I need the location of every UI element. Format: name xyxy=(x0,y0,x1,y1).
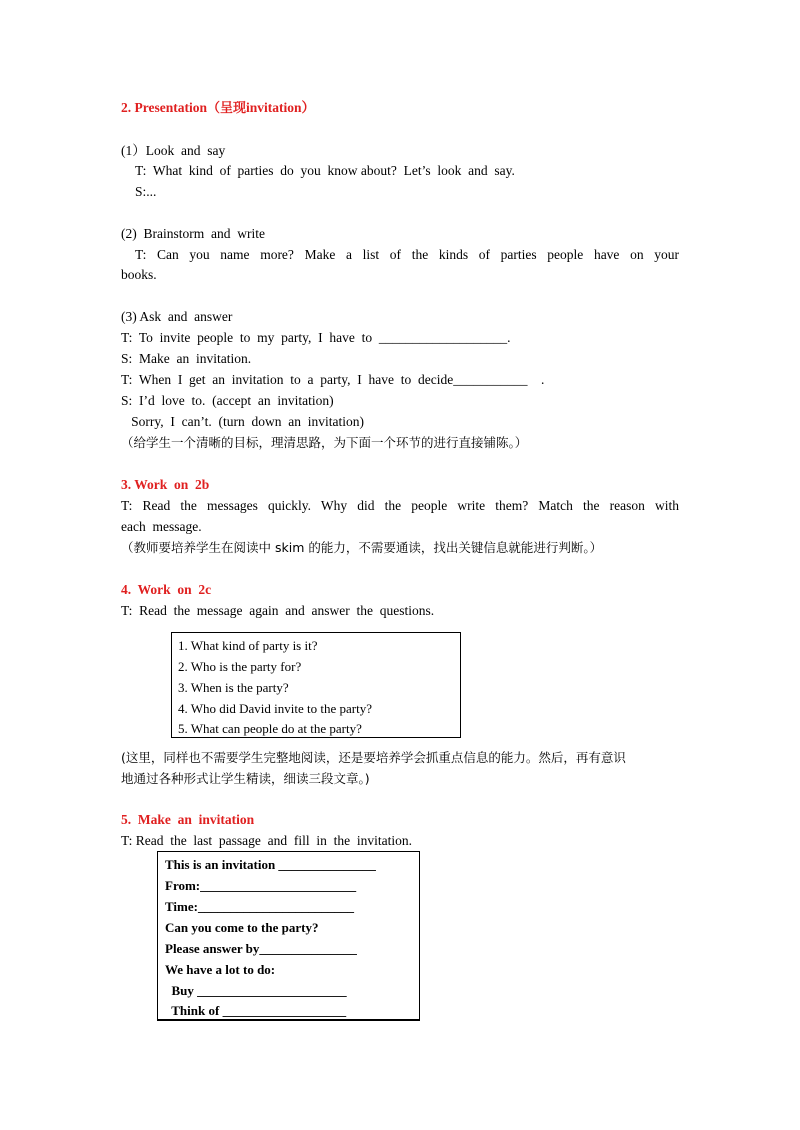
question-item: 3. When is the party? xyxy=(178,680,289,695)
part-1-label: (1）Look and say xyxy=(121,143,226,158)
section-2-title-prefix: 2. Presentation xyxy=(121,100,207,115)
part-3-label: (3) Ask and answer xyxy=(121,309,233,324)
section-4-note-line-1: (这里，同样也不需要学生完整地阅读，还是要培养学会抓重点信息的能力。然后，再有意识 xyxy=(121,750,626,765)
question-item: 4. Who did David invite to the party? xyxy=(178,701,372,716)
part-3-line-4: S: I’d love to. (accept an invitation) xyxy=(121,393,334,408)
question-item: 1. What kind of party is it? xyxy=(178,638,318,653)
section-2-heading xyxy=(121,99,315,118)
part-2-teacher-line-2: books. xyxy=(121,267,157,282)
part-2-label: (2) Brainstorm and write xyxy=(121,226,265,241)
section-3-line-2: each message. xyxy=(121,519,202,534)
invitation-form-line: We have a lot to do: xyxy=(165,962,276,977)
question-item: 2. Who is the party for? xyxy=(178,659,302,674)
invitation-form-line: Please answer by_______________ xyxy=(165,941,357,956)
invitation-form-line: This is an invitation _______________ xyxy=(165,857,376,872)
section-4-note-line-2: 地通过各种形式让学生精读，细读三段文章。) xyxy=(121,771,370,786)
part-3-line-3: T: When I get an invitation to a party, I have to decide___________ . xyxy=(121,372,545,387)
invitation-form-line: Can you come to the party? xyxy=(165,920,319,935)
invitation-form-box xyxy=(157,851,420,1021)
invitation-form-line: From:________________________ xyxy=(165,878,357,893)
section-4-line: T: Read the message again and answer the questions. xyxy=(121,603,435,618)
section-2-title-cn: （呈现 xyxy=(207,101,247,116)
part-3-line-2: S: Make an invitation. xyxy=(121,351,252,366)
invitation-form-line: Think of ___________________ xyxy=(165,1003,347,1018)
part-3-line-5: Sorry, I can’t. (turn down an invitation) xyxy=(121,414,364,429)
section-5-line: T: Read the last passage and fill in the invitation. xyxy=(121,833,413,848)
question-item: 5. What can people do at the party? xyxy=(178,721,362,736)
section-3-heading: 3. Work on 2b xyxy=(121,477,210,492)
part-1-teacher-line: T: What kind of parties do you know about? Let’s look and say. xyxy=(135,163,515,178)
part-3-note: （给学生一个清晰的目标，理清思路，为下面一个环节的进行直接铺陈。） xyxy=(121,435,528,450)
part-1-student-line: S:... xyxy=(135,184,157,199)
questions-box xyxy=(171,632,461,738)
section-3-line-1: T: Read the messages quickly. Why did the people write them? Match the reason with xyxy=(121,498,679,513)
invitation-form-line: Buy _______________________ xyxy=(165,983,347,998)
section-5-heading: 5. Make an invitation xyxy=(121,812,255,827)
section-3-note: （教师要培养学生在阅读中 skim 的能力，不需要通读，找出关键信息就能进行判断。） xyxy=(121,540,603,555)
part-2-teacher-line-1: T: Can you name more? Make a list of the kinds of parties people have on your xyxy=(135,247,679,262)
part-3-line-1: T: To invite people to my party, I have to ___________________. xyxy=(121,330,511,345)
section-2-title-suffix: invitation） xyxy=(246,100,316,115)
section-4-heading: 4. Work on 2c xyxy=(121,582,212,597)
invitation-form-line: Time:________________________ xyxy=(165,899,354,914)
